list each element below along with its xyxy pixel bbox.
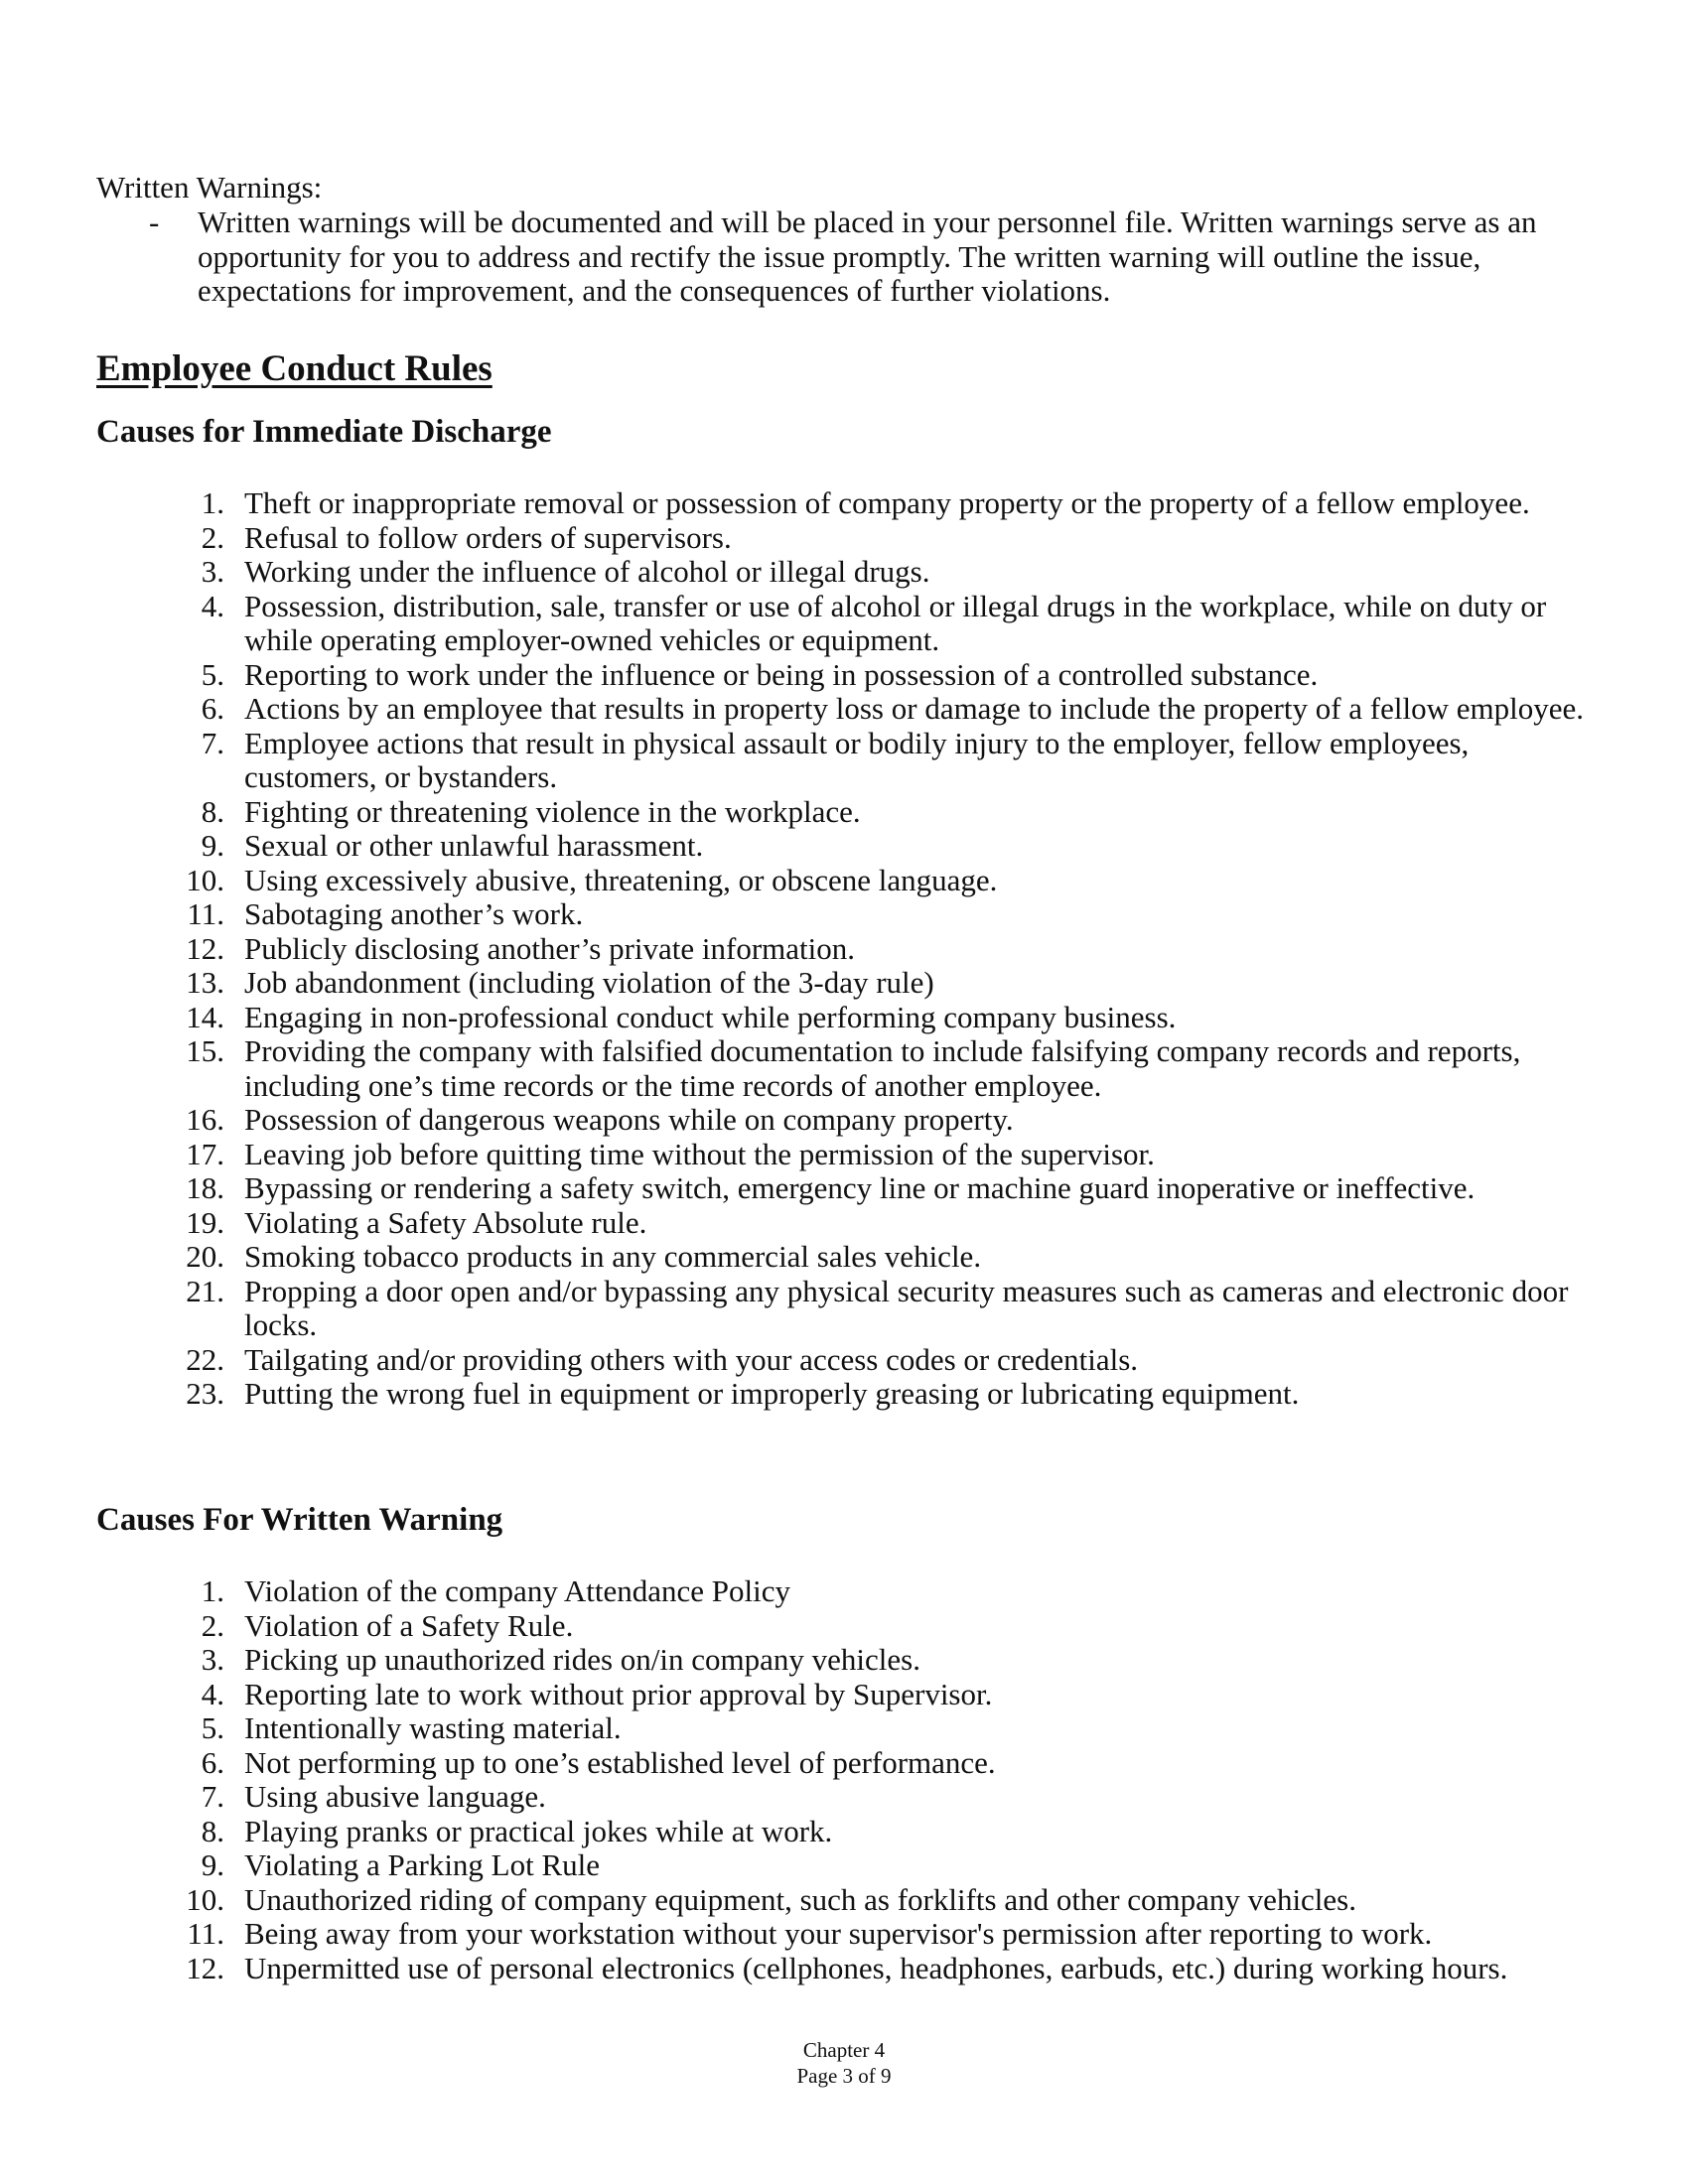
list-item [169,966,1589,1001]
list-item-text: Actions by an employee that results in property loss or damage to include the property of a fellow employee. [244,691,1584,726]
list-item [169,795,1589,830]
written-warnings-bullet [149,205,1589,309]
list-item-number: 17. [186,1136,224,1171]
list-item-number: 11. [187,896,224,931]
written-warning-causes-title: Causes For Written Warning [96,1502,503,1538]
list-item [169,1952,1589,1986]
immediate-discharge-title: Causes for Immediate Discharge [96,414,552,450]
list-item-text: Tailgating and/or providing others with your access codes or credentials. [244,1341,1139,1377]
list-item-number: 22. [186,1341,224,1377]
list-item-text: Reporting late to work without prior approval by Supervisor. [244,1676,993,1711]
list-item [169,486,1589,521]
list-item-text: Working under the influence of alcohol or illegal drugs. [244,554,930,589]
list-item-text: Violating a Parking Lot Rule [244,1847,601,1882]
list-item-number: 19. [186,1204,224,1240]
page-footer [0,2037,1688,2089]
list-item [169,829,1589,864]
list-item-number: 3. [201,554,224,589]
list-item-text: Smoking tobacco products in any commercial sales vehicle. [244,1239,982,1274]
list-item [169,1609,1589,1644]
list-item [169,1034,1589,1103]
list-item-text: Publicly disclosing another’s private information. [244,930,856,966]
list-item-text: Propping a door open and/or bypassing any physical security measures such as cameras and electronic door locks. [244,1273,1569,1342]
list-item [169,897,1589,932]
list-item-text: Possession, distribution, sale, transfer or use of alcohol or illegal drugs in the workplace, while on duty or while operating employer-owned vehicles or equipment. [244,588,1547,657]
list-item [169,1206,1589,1241]
list-item-text: Possession of dangerous weapons while on company property. [244,1102,1014,1137]
list-item-number: 13. [186,965,224,1000]
list-item-number: 2. [201,519,224,555]
list-item-number: 8. [201,793,224,829]
list-item-number: 9. [201,1847,224,1882]
list-item-text: Providing the company with falsified documentation to include falsifying company records and reports, including one’s time records or the time records of another employee. [244,1033,1521,1103]
written-warning-causes-list [169,1574,1589,1985]
list-item-number: 1. [201,1573,224,1608]
list-item-number: 23. [186,1376,224,1411]
list-item-number: 3. [201,1642,224,1677]
list-item-number: 21. [186,1273,224,1308]
list-item-text: Violating a Safety Absolute rule. [244,1204,647,1240]
list-item-number: 1. [201,485,224,520]
list-item-number: 4. [201,1676,224,1711]
list-item [169,521,1589,556]
list-item-text: Reporting to work under the influence or being in possession of a controlled substance. [244,656,1319,692]
list-item-text: Sexual or other unlawful harassment. [244,828,704,863]
list-item-text: Sabotaging another’s work. [244,896,584,931]
list-item [169,1103,1589,1138]
list-item [169,1815,1589,1849]
list-item-text: Using excessively abusive, threatening, or obscene language. [244,862,998,897]
list-item [169,727,1589,795]
list-item-text: Fighting or threatening violence in the workplace. [244,793,861,829]
written-warnings-text: Written warnings will be documented and will be placed in your personnel file. Written warnings serve as an opportunity for you to address and rectify the issue promptly. The written warning will outline the issue, expectations for improvement, and the consequences of further violations. [198,205,1537,308]
footer-page-number: Page 3 of 9 [796,2064,892,2088]
list-item [169,1780,1589,1815]
list-item-number: 12. [186,930,224,966]
list-item-text: Job abandonment (including violation of the 3-day rule) [244,965,934,1000]
footer-chapter: Chapter 4 [802,2038,886,2062]
list-item [169,590,1589,658]
list-item-number: 5. [201,656,224,692]
list-item [169,1883,1589,1918]
list-item-number: 15. [186,1033,224,1068]
list-item-text: Theft or inappropriate removal or possession of company property or the property of a fellow employee. [244,485,1530,520]
list-item [169,1240,1589,1275]
list-item [169,1678,1589,1712]
list-item [169,1343,1589,1378]
list-item-text: Unauthorized riding of company equipment, such as forklifts and other company vehicles. [244,1881,1356,1917]
section-title: Employee Conduct Rules [96,348,492,389]
written-warnings-title: Written Warnings: [96,170,323,205]
list-item [169,1574,1589,1609]
list-item [169,658,1589,693]
list-item [169,1643,1589,1678]
list-item-number: 16. [186,1102,224,1137]
list-item-number: 10. [186,1881,224,1917]
list-item-number: 2. [201,1607,224,1643]
list-item-number: 7. [201,725,224,760]
list-item [169,555,1589,590]
list-item-text: Putting the wrong fuel in equipment or improperly greasing or lubricating equipment. [244,1376,1300,1411]
list-item-text: Intentionally wasting material. [244,1710,622,1745]
list-item-number: 9. [201,828,224,863]
list-item-number: 18. [186,1170,224,1205]
list-item-text: Picking up unauthorized rides on/in company vehicles. [244,1642,920,1677]
list-item-text: Not performing up to one’s established level of performance. [244,1744,996,1780]
list-item [169,1377,1589,1412]
list-item [169,1275,1589,1343]
list-item [169,1138,1589,1172]
list-item-text: Refusal to follow orders of supervisors. [244,519,732,555]
list-item-text: Unpermitted use of personal electronics (cellphones, headphones, earbuds, etc.) during working hours. [244,1950,1508,1985]
list-item [169,1711,1589,1746]
list-item-number: 6. [201,691,224,726]
list-item [169,932,1589,967]
list-item-text: Bypassing or rendering a safety switch, emergency line or machine guard inoperative or ineffective. [244,1170,1476,1205]
list-item [169,1746,1589,1781]
list-item-text: Using abusive language. [244,1779,546,1814]
list-item [169,1171,1589,1206]
list-item-number: 12. [186,1950,224,1985]
list-item-number: 11. [187,1916,224,1951]
list-item [169,864,1589,898]
list-item-number: 5. [201,1710,224,1745]
list-item-number: 20. [186,1239,224,1274]
list-item-number: 10. [186,862,224,897]
list-item-number: 14. [186,999,224,1034]
list-item-text: Violation of the company Attendance Policy [244,1573,790,1608]
list-item [169,692,1589,727]
list-item-text: Being away from your workstation without your supervisor's permission after reporting to work. [244,1916,1433,1951]
list-item-text: Violation of a Safety Rule. [244,1607,574,1643]
list-item [169,1848,1589,1883]
list-item-text: Employee actions that result in physical assault or bodily injury to the employer, fellow employees, customers, or bystanders. [244,725,1470,794]
list-item-number: 8. [201,1813,224,1848]
immediate-discharge-list [169,486,1589,1412]
list-item-number: 7. [201,1779,224,1814]
list-item-text: Playing pranks or practical jokes while at work. [244,1813,833,1848]
list-item-text: Leaving job before quitting time without the permission of the supervisor. [244,1136,1155,1171]
list-item-text: Engaging in non-professional conduct while performing company business. [244,999,1177,1034]
bullet-dash: - [149,205,160,239]
list-item [169,1917,1589,1952]
list-item-number: 4. [201,588,224,623]
list-item [169,1001,1589,1035]
list-item-number: 6. [201,1744,224,1780]
